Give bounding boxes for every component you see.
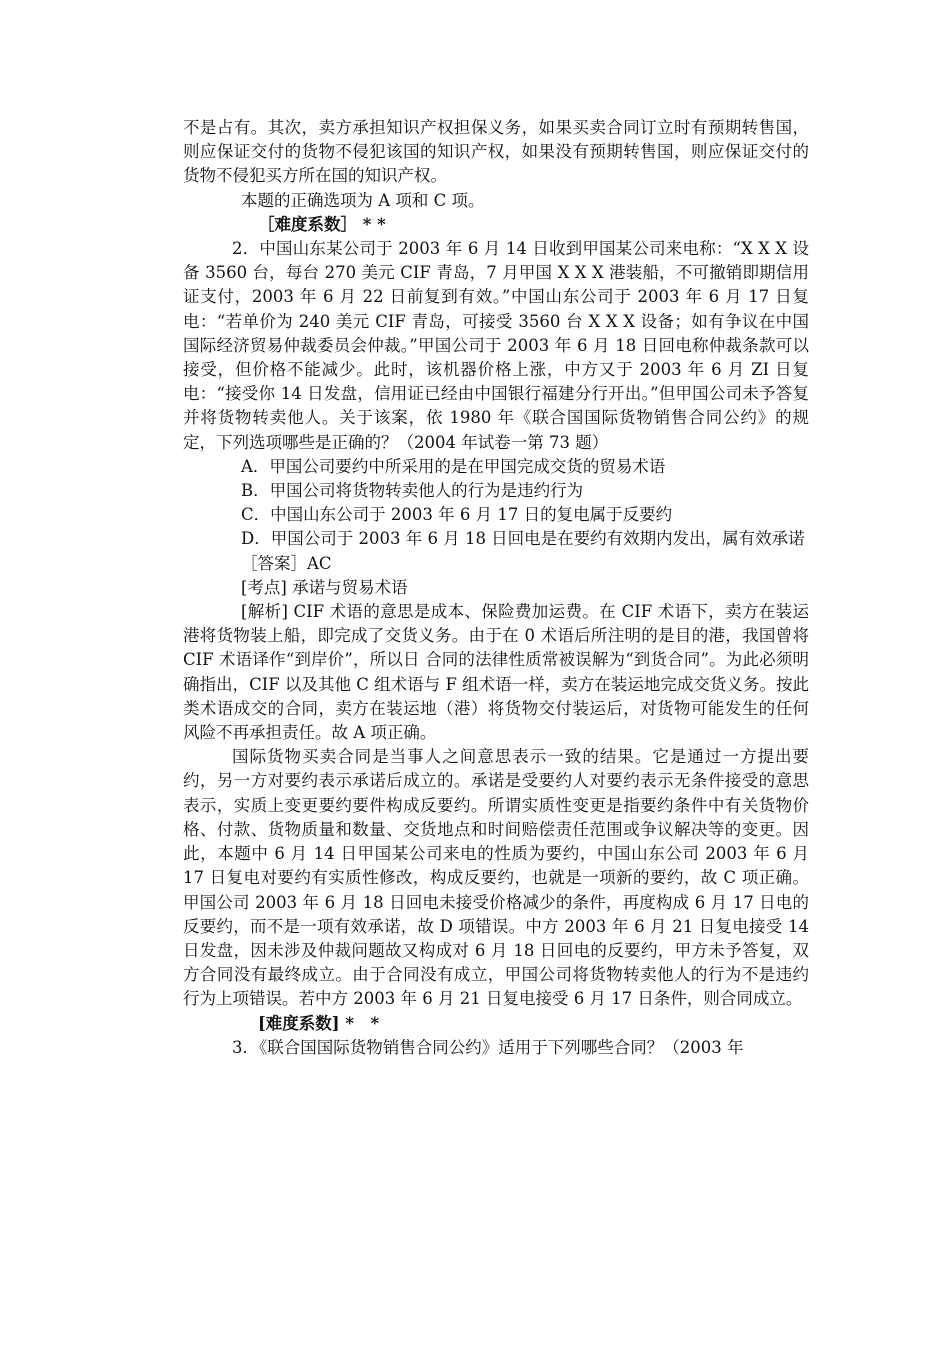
paragraph-10: [解析] CIF 术语的意思是成本、保险费加运费。在 CIF 术语下，卖方在装运港将货物装上船，即完成了交货义务。由于在 0 术语后所注明的是目的港，我国曾将 CIF 术语译作“到岸价”，所以日 合同的法律性质常被误解为“到货合同”。为此必须明确指出，CIF 以及其他 C 组术语与 F 组术语一样，卖方在装运地完成交货义务。按此类术语成交的合同，卖方在装运地（港）将货物交付装运后，对货物可能发生的任何风险不再承担责任。故 A 项正确。 <box>183 602 809 743</box>
paragraph-13: 3．《联合国国际货物销售合同公约》适用于下列哪些合同？（2003 年 <box>232 1037 744 1057</box>
paragraph-5: B．甲国公司将货物转卖他人的行为是违约行为 <box>241 481 584 501</box>
paragraph-3: 2．中国山东某公司于 2003 年 6 月 14 日收到甲国某公司来电称：“X X X 设备 3560 台，每台 270 美元 CIF 青岛，7 月甲国 X X X 港装船，不可撤销即期信用证支付，2003 年 6 月 22 日前复到有效。”中国山东公司于 2003 年 6 月 17 日复电：“若单价为 240 美元 CIF 青岛，可接受 3560 台 X X X 设备；如有争议在中国国际经济贸易仲裁委员会仲裁。”甲国公司于 2003 年 6 月 18 日回电称仲裁条款可以接受，但价格不能减少。此时，该机器价格上涨，中方又于 2003 年 6 月 ZI 日复电：“接受你 14 日发盘，信用证已经由中国银行福建分行开出。”但甲国公司未予答复并将货物转卖他人。关于该案，依 1980 年《联合国国际货物销售合同公约》的规定，下列选项哪些是正确的？（2004 年试卷一第 73 题） <box>183 239 809 452</box>
paragraph-8: ［答案］AC <box>241 553 332 573</box>
paragraph-6: C．中国山东公司于 2003 年 6 月 17 日的复电属于反要约 <box>241 505 673 525</box>
paragraph-9: [考点] 承诺与贸易术语 <box>241 577 408 597</box>
paragraph-1: 本题的正确选项为 A 项和 C 项。 <box>241 190 485 210</box>
paragraph-4: A．甲国公司要约中所采用的是在甲国完成交货的贸易术语 <box>241 456 666 476</box>
paragraph-12: [难度系数] * * <box>258 1013 380 1033</box>
document-body <box>183 116 809 1060</box>
paragraph-0: 不是占有。其次，卖方承担知识产权担保义务，如果买卖合同订立时有预期转售国，则应保证交付的货物不侵犯该国的知识产权，如果没有预期转售国，则应保证交付的货物不侵犯买方所在国的知识产权。 <box>183 118 809 186</box>
paragraph-2: ［难度系数］ * * <box>258 214 386 234</box>
paragraph-7: D．甲国公司于 2003 年 6 月 18 日回电是在要约有效期内发出，属有效承诺 <box>241 529 805 549</box>
paragraph-11: 国际货物买卖合同是当事人之间意思表示一致的结果。它是通过一方提出要约，另一方对要约表示承诺后成立的。承诺是受要约人对要约表示无条件接受的意思表示，实质上变更要约要件构成反要约。所谓实质性变更是指要约条件中有关货物价格、付款、货物质量和数量、交货地点和时间赔偿责任范围或争议解决等的变更。因此，本题中 6 月 14 日甲国某公司来电的性质为要约，中国山东公司 2003 年 6 月 17 日复电对要约有实质性修改，构成反要约，也就是一项新的要约，故 C 项正确。甲国公司 2003 年 6 月 18 日回电未接受价格减少的条件，再度构成 6 月 17 日电的反要约，而不是一项有效承诺，故 D 项错误。中方 2003 年 6 月 21 日复电接受 14 日发盘，因未涉及仲裁问题故又构成对 6 月 18 日回电的反要约，甲方未予答复，双方合同没有最终成立。由于合同没有成立，甲国公司将货物转卖他人的行为不是违约行为上项错误。若中方 2003 年 6 月 21 日复电接受 6 月 17 日条件，则合同成立。 <box>183 747 809 1009</box>
